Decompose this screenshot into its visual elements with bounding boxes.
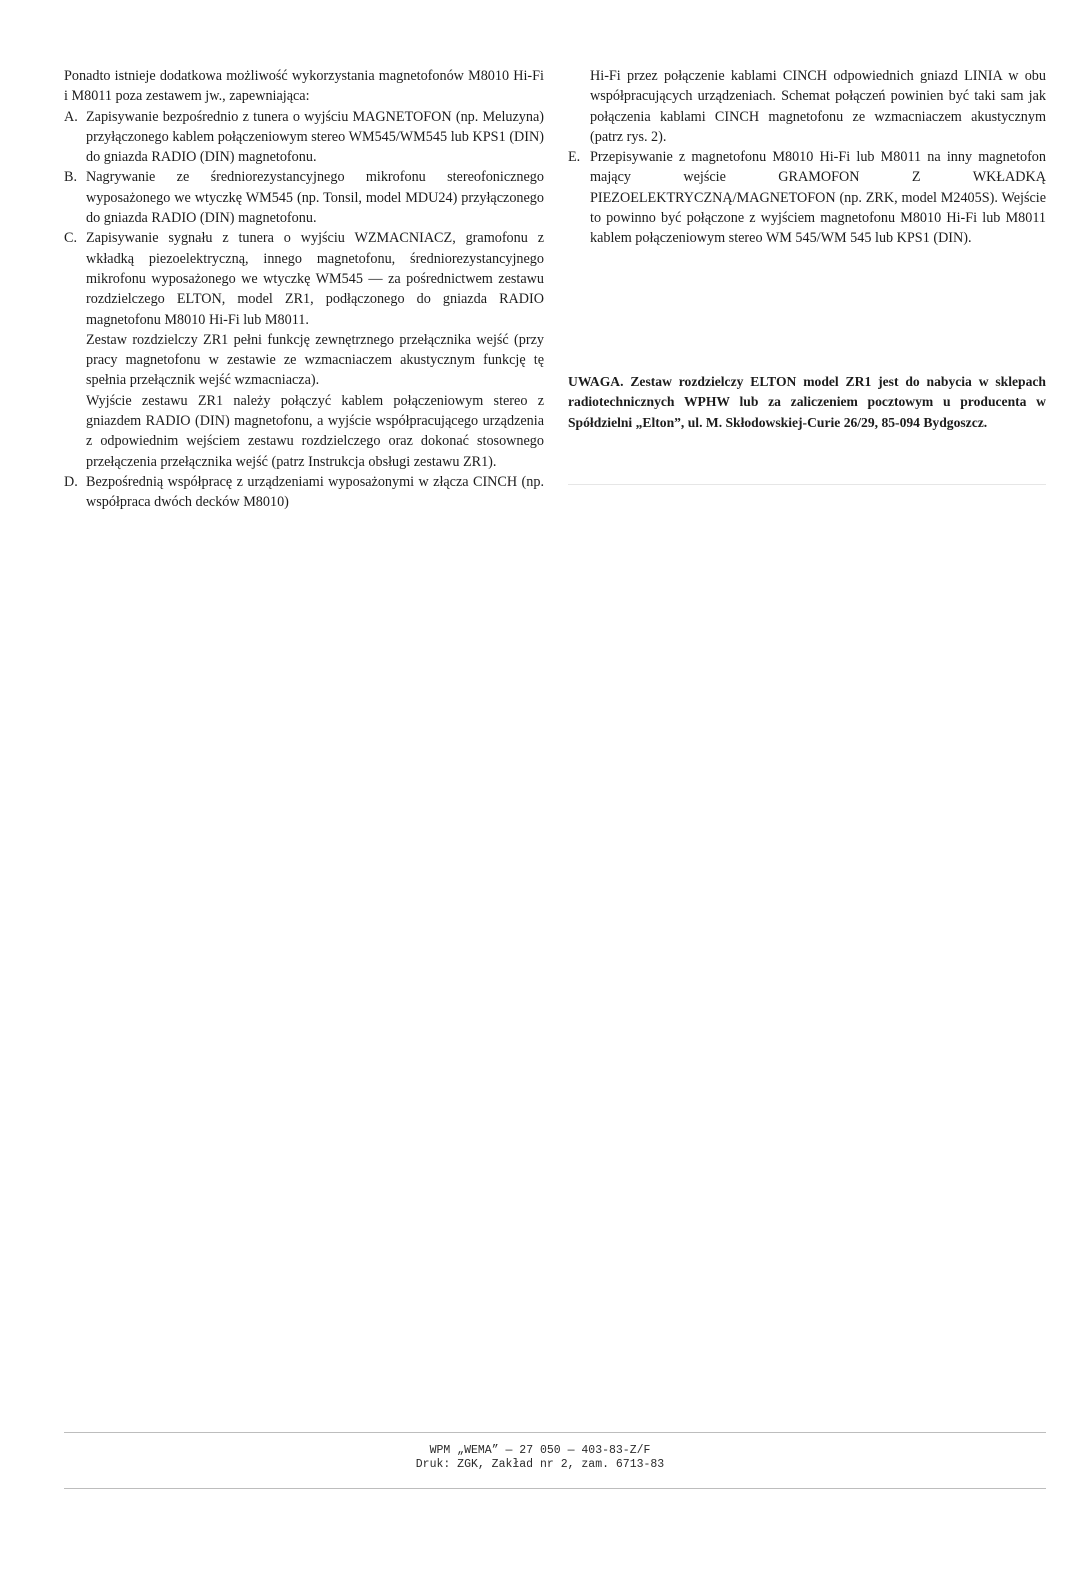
list-item-e xyxy=(568,147,1046,248)
list-marker: C. xyxy=(64,230,78,247)
list-item-c-continuation-1: Zestaw rozdzielczy ZR1 pełni funkcję zewnętrznego przełącznika wejść (przy pracy magnetofonu w zestawie ze wzmacniaczem akustycznym funkcję tę spełnia przełącznik wejść wzmacniacza). xyxy=(86,331,544,389)
list-item-c-continuation-2: Wyjście zestawu ZR1 należy połączyć kablem połączeniowym stereo z gniazdem RADIO (DIN) magnetofonu, a wyjście współpracującego urządzenia z odpowiednim wejściem zestawu rozdzielczego oraz dokonać stosownego przełączenia przełącznika wejść (patrz Instrukcja obsługi zestawu ZR1). xyxy=(86,392,544,470)
list-marker: E. xyxy=(568,149,581,166)
footer-top-rule xyxy=(64,1432,1046,1433)
list-item-text: Przepisywanie z magnetofonu M8010 Hi-Fi lub M8011 na inny magnetofon mający wejście GRAMOFON Z WKŁADKĄ PIEZOELEKTRYCZNĄ/MAGNETOFON (np. ZRK, model M2405S). Wejście to powinno być połączone z wyjściem magnetofonu M8010 Hi-Fi lub M8011 kablem połączeniowym stereo WM 545/WM 545 lub KPS1 (DIN). xyxy=(590,149,1046,247)
list-item-b xyxy=(64,167,544,228)
right-column xyxy=(568,66,1046,249)
list-marker: D. xyxy=(64,473,78,490)
list-marker: A. xyxy=(64,108,78,125)
imprint-line-2: Druk: ZGK, Zakład nr 2, zam. 6713-83 xyxy=(415,1458,665,1471)
list-item-c xyxy=(64,228,544,329)
list-item-text: Bezpośrednią współpracę z urządzeniami wyposażonymi w złącza CINCH (np. współpraca dwóch decków M8010) xyxy=(86,473,544,511)
list-item-d-continuation: Hi-Fi przez połączenie kablami CINCH odpowiednich gniazd LINIA w obu współpracujących urządzeniach. Schemat połączeń powinien być taki sam jak połączenia kablami CINCH magnetofonu ze wzmacniaczem akustycznym (patrz rys. 2). xyxy=(590,68,1046,145)
intro-paragraph: Ponadto istnieje dodatkowa możliwość wykorzystania magnetofonów M8010 Hi-Fi i M8011 poza zestawem jw., zapewniająca: xyxy=(64,68,544,105)
imprint-line-1: WPM „WEMA” — 27 050 — 403-83-Z/F xyxy=(429,1444,651,1457)
list-item-text: Zapisywanie sygnału z tunera o wyjściu WZMACNIACZ, gramofonu z wkładką piezoelektryczną, innego magnetofonu, średniorezystancyjnego mikrofonu wyposażonego we wtyczkę WM545 — za pośrednictwem zestawu rozdzielczego ELTON, model ZR1, podłączonego do gniazda RADIO magnetofonu M8010 Hi-Fi lub M8011. xyxy=(86,230,544,328)
list-marker: B. xyxy=(64,169,78,186)
left-column xyxy=(64,66,544,513)
list-item-text: Nagrywanie ze średniorezystancyjnego mikrofonu stereofonicznego wyposażonego we wtyczkę WM545 (np. Tonsil, model MDU24) przyłączonego do gniazda RADIO (DIN) magnetofonu. xyxy=(86,169,544,227)
footer-bottom-rule xyxy=(64,1488,1046,1489)
list-item-text: Zapisywanie bezpośrednio z tunera o wyjściu MAGNETOFON (np. Meluzyna) przyłączonego kablem połączeniowym stereo WM545/WM545 lub KPS1 (DIN) do gniazda RADIO (DIN) magnetofonu. xyxy=(86,108,544,166)
list-item-d xyxy=(64,472,544,513)
note-paragraph: UWAGA. Zestaw rozdzielczy ELTON model ZR1 jest do nabycia w sklepach radiotechnicznych WPHW lub za zaliczeniem pocztowym u producenta w Spółdzielni „Elton”, ul. M. Skłodowskiej-Curie 26/29, 85-094 Bydgoszcz. xyxy=(568,374,1046,430)
list-item-a xyxy=(64,107,544,168)
print-imprint xyxy=(300,1444,780,1472)
faint-divider xyxy=(568,484,1046,485)
